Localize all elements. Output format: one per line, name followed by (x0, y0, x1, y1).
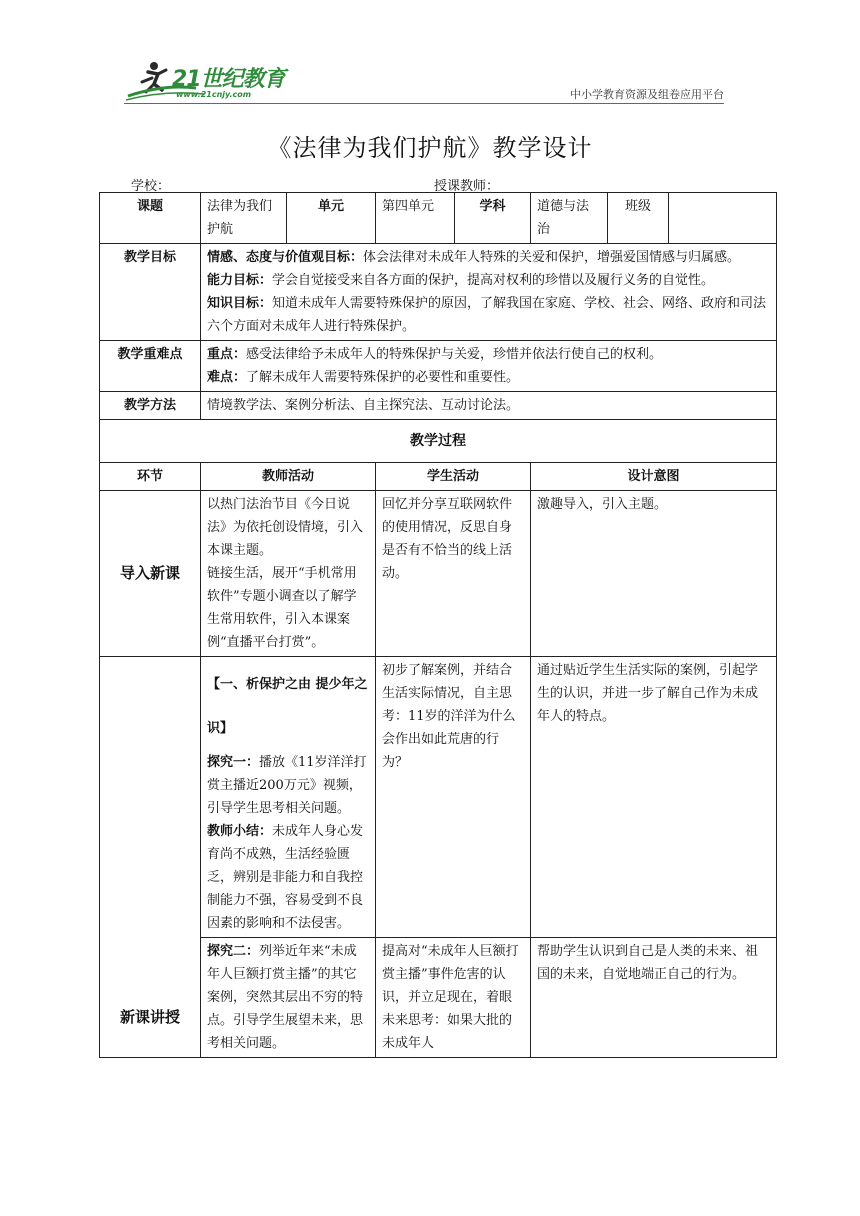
subject-label: 学科 (455, 193, 531, 244)
explore-one: 探究一：播放《11岁洋洋打赏主播近200万元》视频，引导学生思考相关问题。 (207, 755, 367, 816)
header-stage: 环节 (100, 463, 201, 491)
platform-name: 中小学教育资源及组卷应用平台 (570, 88, 724, 101)
knowledge-goal: 知识目标：知道未成年人需要特殊保护的原因，了解我国在家庭、学校、社会、网络、政府和司法六个方面对未成年人进行特殊保护。 (207, 296, 767, 334)
intro-row (100, 491, 777, 657)
lesson-student-1: 初步了解案例，并结合生活实际情况，自主思考：11岁的洋洋为什么会作出如此荒唐的行为？ (376, 657, 531, 938)
lesson-row-1 (100, 657, 777, 938)
emotion-goal: 情感、态度与价值观目标：体会法律对未成年人特殊的关爱和保护，增强爱国情感与归属感。 (207, 250, 741, 265)
logo-text: 21世纪教育 (172, 67, 285, 92)
class-label: 班级 (608, 193, 669, 244)
info-row (100, 193, 777, 244)
document-title: 《法律为我们护航》教学设计 (267, 134, 593, 162)
header-student: 学生活动 (376, 463, 531, 491)
intro-student: 回忆并分享互联网软件的使用情况，反思自身是否有不恰当的线上活动。 (376, 491, 531, 657)
section-title: 【一、析保护之由 提少年之识】 (207, 677, 368, 736)
lesson-stage: 新课讲授 (100, 657, 201, 1058)
header-intent: 设计意图 (531, 463, 777, 491)
methods-label: 教学方法 (100, 392, 201, 420)
intro-teacher: 以热门法治节目《今日说法》为依托创设情境，引入本课主题。 链接生活，展开“手机常用软件”专题小调查以了解学生常用软件，引入本课案例“直播平台打赏”。 (201, 491, 376, 657)
teacher-summary: 教师小结：未成年人身心发育尚不成熟，生活经验匮乏，辨别是非能力和自我控制能力不强，容易受到不良因素的影响和不法侵害。 (207, 824, 364, 931)
methods-text: 情境教学法、案例分析法、自主探究法、互动讨论法。 (201, 392, 777, 420)
school-field: 学校： (131, 179, 171, 194)
intro-intent: 激趣导入，引入主题。 (531, 491, 777, 657)
logo-url: www.21cnjy.com (176, 90, 252, 99)
teacher-field: 授课教师： (434, 179, 500, 194)
header-teacher: 教师活动 (201, 463, 376, 491)
class-value (669, 193, 777, 244)
goals-label: 教学目标 (100, 244, 201, 341)
header-divider (124, 103, 724, 104)
topic-value: 法律为我们护航 (201, 193, 287, 244)
lesson-intent-2: 帮助学生认识到自己是人类的未来、祖国的未来，自觉地端正自己的行为。 (531, 938, 777, 1058)
topic-label: 课题 (100, 193, 201, 244)
unit-label: 单元 (287, 193, 376, 244)
difficult-point: 难点：了解未成年人需要特殊保护的必要性和重要性。 (207, 370, 520, 385)
process-title: 教学过程 (100, 420, 777, 463)
key-points-row (100, 341, 777, 392)
methods-row (100, 392, 777, 420)
site-logo[interactable] (124, 58, 294, 102)
goals-content (201, 244, 777, 341)
lesson-teacher-1 (201, 657, 376, 938)
key-point: 重点：感受法律给予未成年人的特殊保护与关爱，珍惜并依法行使自己的权利。 (207, 347, 663, 362)
lesson-plan-table (99, 192, 777, 1058)
lesson-teacher-2: 探究二：列举近年来“未成年人巨额打赏主播”的其它案例，突然其层出不穷的特点。引导学生展望未来，思考相关问题。 (201, 938, 376, 1058)
unit-value: 第四单元 (376, 193, 455, 244)
key-points-label: 教学重难点 (100, 341, 201, 392)
page-header (124, 58, 724, 106)
ability-goal: 能力目标：学会自觉接受来自各方面的保护，提高对权利的珍惜以及履行义务的自觉性。 (207, 273, 715, 288)
process-title-row (100, 420, 777, 463)
lesson-intent-1: 通过贴近学生生活实际的案例，引起学生的认识，并进一步了解自己作为未成年人的特点。 (531, 657, 777, 938)
lesson-row-2 (100, 938, 777, 1058)
lesson-student-2: 提高对“未成年人巨额打赏主播”事件危害的认识，并立足现在，着眼未来思考：如果大批的未成年人 (376, 938, 531, 1058)
intro-stage: 导入新课 (100, 491, 201, 657)
goals-row (100, 244, 777, 341)
subject-value: 道德与法治 (531, 193, 608, 244)
process-header-row (100, 463, 777, 491)
key-points-content (201, 341, 777, 392)
